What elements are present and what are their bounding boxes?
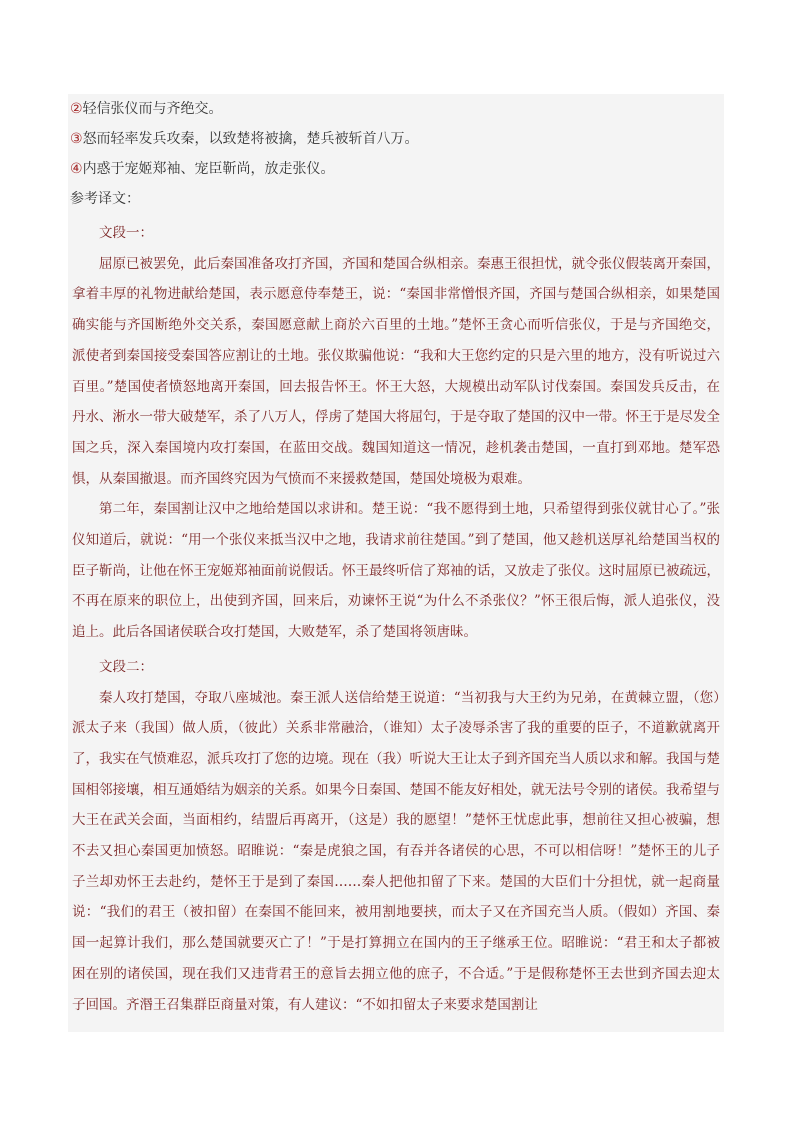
answer-item-2 (68, 94, 724, 124)
section1-paragraph-1: 屈原已被罢免，此后秦国准备攻打齐国，齐国和楚国合纵相亲。秦惠王很担忧，就令张仪假装离开秦国，拿着丰厚的礼物进献给楚国，表示愿意侍奉楚王，说：“秦国非常憎恨齐国，齐国与楚国合纵相亲，如果楚国确实能与齐国断绝外交关系，秦国愿意献上商於六百里的土地。”楚怀王贪心而听信张仪，于是与齐国绝交，派使者到秦国接受秦国答应割让的土地。张仪欺骗他说：“我和大王您约定的只是六里的地方，没有听说过六百里。”楚国使者愤怒地离开秦国，回去报告怀王。怀王大怒，大规模出动军队讨伐秦国。秦国发兵反击，在丹水、淅水一带大破楚军，杀了八万人，俘虏了楚国大将屈匄，于是夺取了楚国的汉中一带。怀王于是尽发全国之兵，深入秦国境内攻打秦国，在蓝田交战。魏国知道这一情况，趁机袭击楚国，一直打到邓地。楚军恐惧，从秦国撤退。而齐国终究因为气愤而不来援救楚国，楚国处境极为艰难。 (72, 255, 720, 487)
content-panel (68, 94, 724, 1032)
answer-item-3 (68, 124, 724, 154)
section1-paragraph-2: 第二年，秦国割让汉中之地给楚国以求讲和。楚王说：“我不愿得到土地，只希望得到张仪就甘心了。”张仪知道后，就说：“用一个张仪来抵当汉中之地，我请求前往楚国。”到了楚国，他又趁机送厚礼给楚国当权的臣子靳尚，让他在怀王宠姬郑袖面前说假话。怀王最终听信了郑袖的话，又放走了张仪。这时屈原已被疏远，不再在原来的职位上，出使到齐国，回来后，劝谏怀王说“为什么不杀张仪？”怀王很后悔，派人追张仪，没追上。此后各国诸侯联合攻打楚国，大败楚军，杀了楚国将领唐昧。 (72, 501, 720, 641)
item-number: ② (70, 101, 83, 117)
item-text: 怒而轻率发兵攻秦，以致楚将被擒，楚兵被斩首八万。 (82, 131, 419, 147)
section2-paragraph-1: 秦人攻打楚国，夺取八座城池。秦王派人送信给楚王说道：“当初我与大王约为兄弟，在黄棘立盟，（您）派太子来（我国）做人质，（彼此）关系非常融洽，（谁知）太子凌辱杀害了我的重要的臣子，不道歉就离开了，我实在气愤难忍，派兵攻打了您的边境。现在（我）听说大王让太子到齐国充当人质以求和解。我国与楚国相邻接壤，相互通婚结为姻亲的关系。如果今日秦国、楚国不能友好相处，就无法号令别的诸侯。我希望与大王在武关会面，当面相约，结盟后再离开，（这是）我的愿望！”楚怀王忧虑此事，想前往又担心被骗，想不去又担心秦国更加愤怒。昭睢说：“秦是虎狼之国，有吞并各诸侯的心思，不可以相信呀！”楚怀王的儿子子兰却劝怀王去赴约，楚怀王于是到了秦国……秦人把他扣留了下来。楚国的大臣们十分担忧，就一起商量说：“我们的君王（被扣留）在秦国不能回来，被用割地要挟，而太子又在齐国充当人质。（假如）齐国、秦国一起算计我们，那么楚国就要灭亡了！”于是打算拥立在国内的王子继承王位。昭睢说：“君王和太子都被困在别的诸侯国，现在我们又违背君王的意旨去拥立他的庶子，不合适。”于是假称楚怀王去世到齐国去迎太子回国。齐湣王召集群臣商量对策，有人建议：“不如扣留太子来要求楚国割让 (72, 689, 720, 1013)
item-text: 轻信张仪而与齐绝交。 (82, 101, 223, 117)
item-number: ③ (70, 131, 83, 147)
section2-label: 文段二： (99, 658, 153, 675)
translation-heading: 参考译文： (70, 191, 140, 207)
item-text: 内惑于宠姬郑袖、宠臣靳尚，放走张仪。 (82, 161, 335, 177)
item-number: ④ (70, 161, 83, 177)
answer-item-4 (68, 154, 724, 184)
section1-label: 文段一： (99, 225, 153, 241)
translation-body (68, 214, 724, 1020)
